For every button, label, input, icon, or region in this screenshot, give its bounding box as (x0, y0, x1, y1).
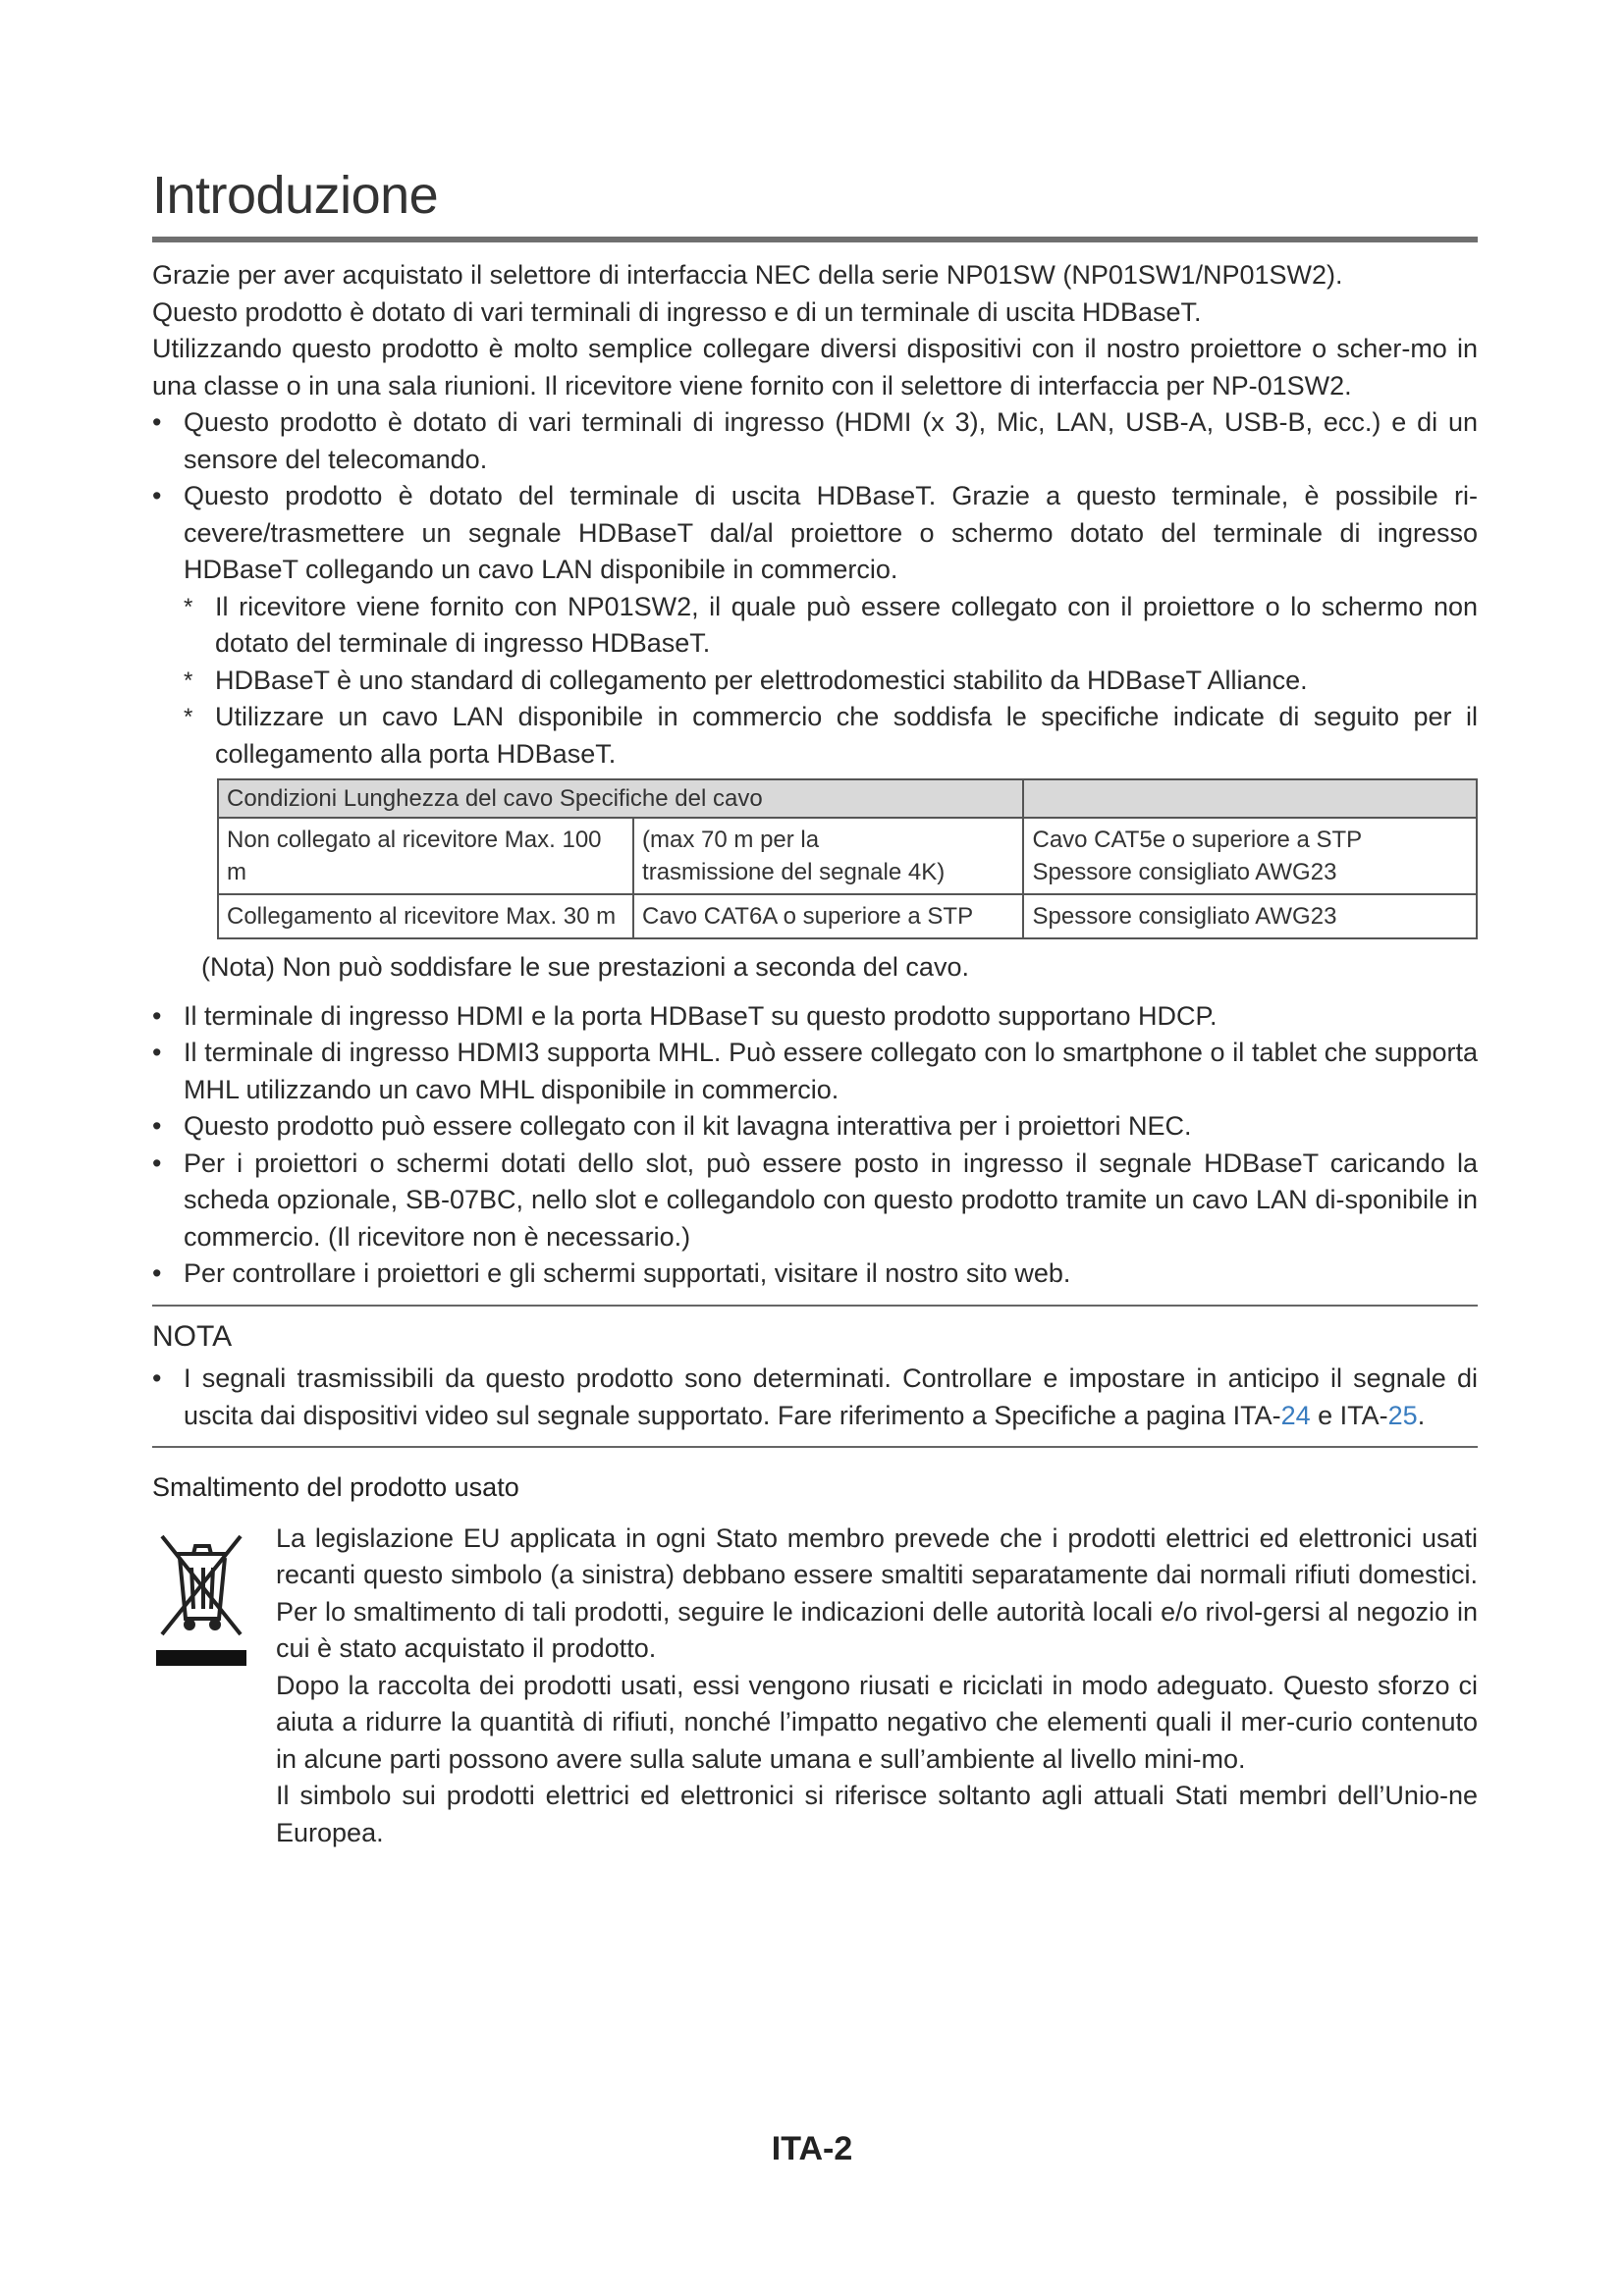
list-item (152, 478, 1478, 773)
table-note: (Nota) Non può soddisfare le sue prestazioni a seconda del cavo. (201, 952, 969, 982)
nota-list (152, 1361, 1478, 1434)
title-rule (152, 237, 1478, 242)
body-text (152, 257, 1478, 1851)
table-cell-line: trasmissione del segnale 4K) (642, 859, 946, 885)
disposal-heading: Smaltimento del prodotto usato (152, 1472, 519, 1502)
nota-text: . (1417, 1400, 1426, 1430)
weee-crossed-bin-icon (152, 1521, 276, 1852)
list-item: • Il terminale di ingresso HDMI3 supporta MHL. Può essere collegato con lo smartphone o il tablet che supporta MHL utilizzando un cavo MHL disponibile in commercio. (152, 1035, 1478, 1108)
intro-paragraph-1: Grazie per aver acquistato il selettore di interfaccia NEC della serie NP01SW (NP01SW1/NP01SW2). (152, 260, 1343, 290)
table-cell: Non collegato al ricevitore Max. 100 m (218, 818, 633, 894)
list-item: • Il terminale di ingresso HDMI e la porta HDBaseT su questo prodotto supportano HDCP. (152, 998, 1478, 1036)
page-title: Introduzione (152, 166, 439, 225)
page-link-25[interactable]: 25 (1387, 1400, 1418, 1430)
table-cell: Cavo CAT6A o superiore a STP (633, 894, 1023, 938)
table-cell (633, 818, 1023, 894)
nota-text: I segnali trasmissibili da questo prodotto sono determinati. Controllare e impostare in anticipo il segnale di uscita dai dispositivi video sul segnale supportato. Fare riferimento a Specifiche a pagina ITA- (184, 1363, 1478, 1430)
table-cell (1023, 818, 1477, 894)
footnote-item: * HDBaseT è uno standard di collegamento per elettrodomestici stabilito da HDBaseT Alliance. (184, 663, 1478, 700)
table-header-cell (1023, 779, 1477, 818)
intro-paragraph-2: Questo prodotto è dotato di vari terminali di ingresso e di un terminale di uscita HDBaseT. (152, 296, 1202, 327)
table-cell: Collegamento al ricevitore Max. 30 m (218, 894, 633, 938)
table-header-cell: Condizioni Lunghezza del cavo Specifiche del cavo (218, 779, 1023, 818)
footnote-list (152, 589, 1478, 774)
table-cell-line: Cavo CAT5e o superiore a STP (1032, 827, 1363, 853)
list-item: • Per controllare i proiettori e gli schermi supportati, visitare il nostro sito web. (152, 1255, 1478, 1293)
page-link-24[interactable]: 24 (1280, 1400, 1311, 1430)
footnote-item: * Utilizzare un cavo LAN disponibile in commercio che soddisfa le specifiche indicate di seguito per il collegamento alla porta HDBaseT. (184, 699, 1478, 773)
disposal-text (276, 1521, 1478, 1852)
table-cell-line: (max 70 m per la (642, 827, 820, 853)
page-number: ITA-2 (771, 2130, 853, 2167)
list-item-text: Questo prodotto è dotato del terminale di uscita HDBaseT. Grazie a questo terminale, è possibile ri-cevere/trasmettere un segnale HDBaseT dal/al proiettore o schermo dotato del terminale di ingresso HDBaseT collegando un cavo LAN disponibile in commercio. (184, 481, 1478, 584)
table-row (218, 818, 1477, 894)
nota-bottom-rule (152, 1446, 1478, 1448)
table-row (218, 894, 1477, 938)
cable-spec-table (217, 778, 1478, 939)
table-cell-line: Spessore consigliato AWG23 (1032, 859, 1337, 885)
nota-text: e ITA- (1310, 1400, 1388, 1430)
nota-top-rule (152, 1305, 1478, 1307)
disposal-paragraph-3: Il simbolo sui prodotti elettrici ed elettronici si riferisce soltanto agli attuali Stati membri dell’Unio-ne Europea. (276, 1781, 1478, 1847)
nota-title: NOTA (152, 1319, 233, 1353)
feature-list-b (152, 998, 1478, 1293)
list-item: • Questo prodotto può essere collegato con il kit lavagna interattiva per i proiettori NEC. (152, 1108, 1478, 1146)
list-item (152, 1361, 1478, 1434)
disposal-paragraph-1: La legislazione EU applicata in ogni Stato membro prevede che i prodotti elettrici ed elettronici usati recanti questo simbolo (a sinistra) debbano essere smaltiti separatamente dai normali rifiuti domestici. Per lo smaltimento di tali prodotti, seguire le indicazioni delle autorità locali e/o rivol-gersi al negozio in cui è stato acquistato il prodotto. (276, 1522, 1478, 1663)
intro-paragraph-3: Utilizzando questo prodotto è molto semplice collegare diversi dispositivi con il nostro proiettore o scher-mo in una classe o in una sala riunioni. Il ricevitore viene fornito con il selettore di interfaccia per NP-01SW2. (152, 334, 1478, 400)
table-cell: Spessore consigliato AWG23 (1023, 894, 1477, 938)
disposal-paragraph-2: Dopo la raccolta dei prodotti usati, essi vengono riusati e riciclati in modo adeguato. Questo sforzo ci aiuta a ridurre la quantità di rifiuti, nonché l’impatto negativo che elementi quali il mer-curio contenuto in alcune parti possono avere sulla salute umana e sull’ambiente al livello mini-mo. (276, 1670, 1478, 1774)
list-item: • Per i proiettori o schermi dotati dello slot, può essere posto in ingresso il segnale HDBaseT caricando la scheda opzionale, SB-07BC, nello slot e collegandolo con questo prodotto tramite un cavo LAN di-sponibile in commercio. (Il ricevitore non è necessario.) (152, 1146, 1478, 1256)
disposal-section (152, 1521, 1478, 1852)
feature-list-a (152, 404, 1478, 773)
list-item: • Questo prodotto è dotato di vari terminali di ingresso (HDMI (x 3), Mic, LAN, USB-A, USB-B, ecc.) e di un sensore del telecomando. (152, 404, 1478, 478)
footnote-item: * Il ricevitore viene fornito con NP01SW2, il quale può essere collegato con il proiettore o lo schermo non dotato del terminale di ingresso HDBaseT. (184, 589, 1478, 663)
table-header-row (218, 779, 1477, 818)
